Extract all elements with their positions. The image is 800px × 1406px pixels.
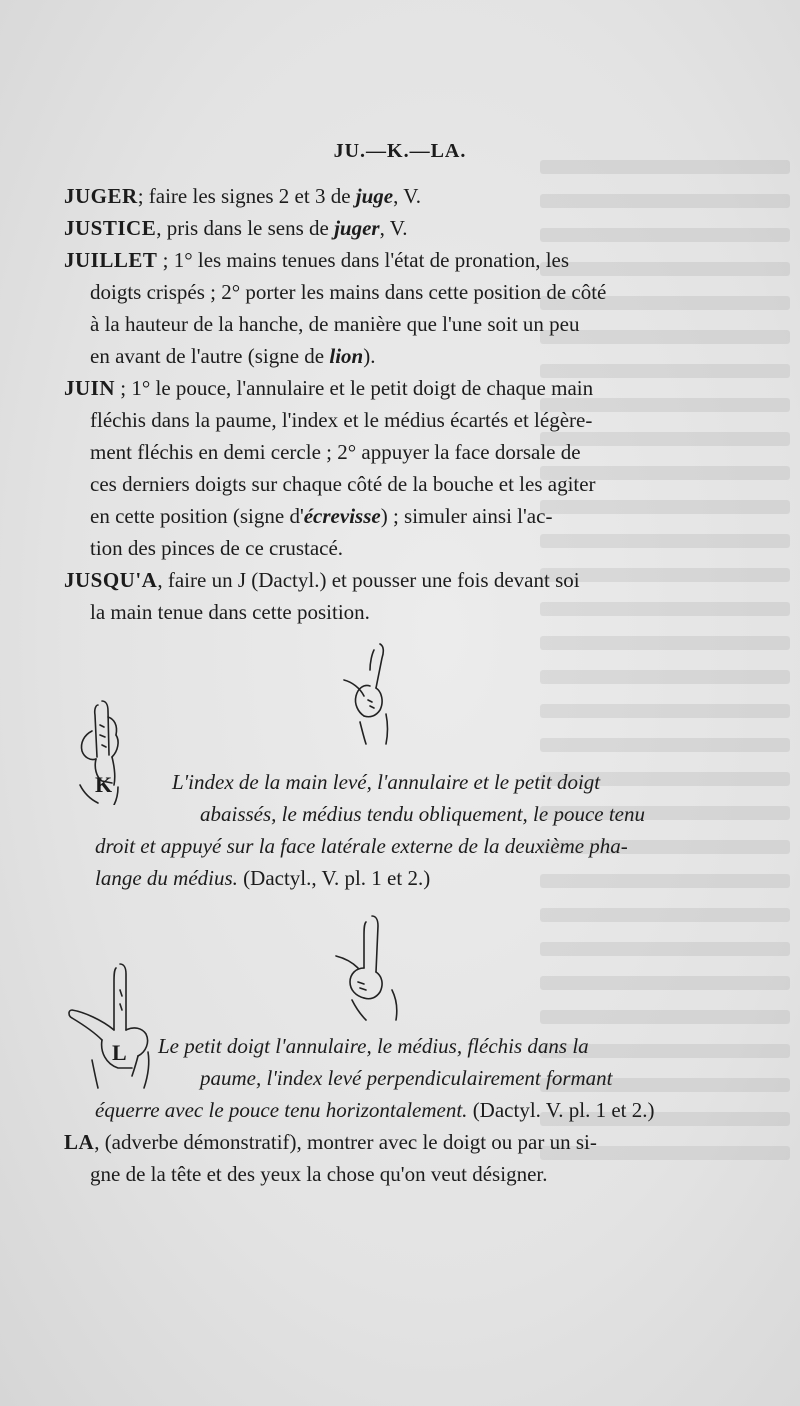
k-caption-line-2: abaissés, le médius tendu obliquement, le pouce tenu (200, 802, 645, 826)
xref-ecrevisse: écrevisse (303, 504, 381, 528)
page-header: JU.—K.—LA. (333, 140, 467, 162)
letter-k: K (95, 772, 113, 797)
entry-la: LA, (adverbe démonstratif), montrer avec le doigt ou par un si- gne de la tête et des yeux la chose qu'on veut désigner. (64, 1130, 597, 1186)
k-caption-line-1: L'index de la main levé, l'annulaire et le petit doigt (172, 770, 601, 794)
hand-l-side-icon (330, 912, 415, 1022)
headword-juger: JUGER (64, 184, 138, 208)
letter-l: L (112, 1040, 127, 1065)
headword-jusqua: JUSQU'A (64, 568, 158, 592)
entry-justice: JUSTICE, pris dans le sens de juger, V. (64, 216, 408, 240)
k-caption-line-3: droit et appuyé sur la face latérale externe de la deuxième pha- (95, 834, 628, 858)
entry-juillet: JUILLET ; 1° les mains tenues dans l'état de pronation, les doigts crispés ; 2° porter les mains dans cette position de côté à la hauteur de la hanche, de manière que l'une soit un peu en avant de l'autre (signe de lion). (64, 248, 607, 368)
l-caption-line-2: paume, l'index levé perpendiculairement formant (200, 1066, 613, 1090)
l-caption-line-3: équerre avec le pouce tenu horizontalement. (Dactyl. V. pl. 1 et 2.) (95, 1098, 655, 1122)
xref-juge: juge (355, 184, 394, 208)
entries-bottom (64, 1126, 672, 1190)
entry-juger: JUGER; faire les signes 2 et 3 de juge, V. (64, 184, 421, 208)
k-caption-line-4: lange du médius. (Dactyl., V. pl. 1 et 2.) (95, 866, 431, 890)
xref-lion: lion (329, 344, 364, 368)
headword-juillet: JUILLET (64, 248, 158, 272)
entry-juin: JUIN ; 1° le pouce, l'annulaire et le petit doigt de chaque main fléchis dans la paume, l'index et le médius écartés et légère- ment fléchis en demi cercle ; 2° appuyer la face dorsale de ces derniers doigts sur chaque côté de la bouche et les agiter en cette position (signe d'écrevisse) ; simuler ainsi l'ac- tion des pinces de ce crustacé. (64, 376, 596, 560)
headword-juin: JUIN (64, 376, 116, 400)
xref-juger: juger (334, 216, 380, 240)
entries-top (64, 180, 672, 628)
headword-justice: JUSTICE (64, 216, 157, 240)
l-caption-line-1: Le petit doigt l'annulaire, le médius, fléchis dans la (158, 1034, 589, 1058)
hand-l-front-icon (62, 960, 162, 1090)
entry-jusqua: JUSQU'A, faire un J (Dactyl.) et pousser une fois devant soi la main tenue dans cette position. (64, 568, 580, 624)
headword-la: LA (64, 1130, 95, 1154)
hand-k-side-icon (330, 640, 410, 745)
